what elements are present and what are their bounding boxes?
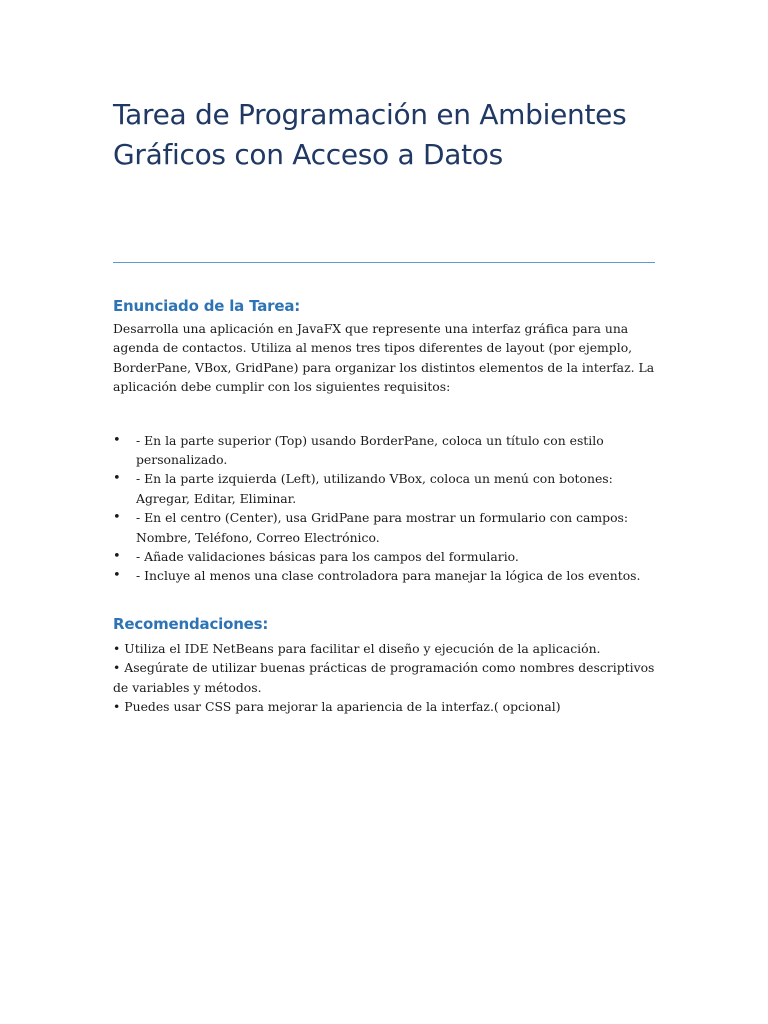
bullet-icon: • (113, 568, 121, 584)
bullet-icon: • (113, 510, 121, 526)
list-item-text: - Añade validaciones básicas para los campos del formulario. (136, 549, 519, 565)
intro-paragraph: Desarrolla una aplicación en JavaFX que represente una interfaz gráfica para una agenda de contactos. Utiliza al menos tres tipos diferentes de layout (por ejemplo, BorderPane, VBox, GridPane) para organizar los distintos elementos de la interfaz. La aplicación debe cumplir con los siguientes requisitos: (113, 321, 655, 395)
section-enunciado (113, 295, 658, 586)
list-item-text: - En el centro (Center), usa GridPane para mostrar un formulario con campos: Nombre, Teléfono, Correo Electrónico. (136, 510, 629, 545)
recommendation-item: • Asegúrate de utilizar buenas prácticas de programación como nombres descriptivos de variables y métodos. (113, 660, 655, 695)
list-item (113, 431, 658, 470)
bullet-icon: • (113, 471, 121, 487)
list-item (113, 547, 658, 566)
list-item-text: - En la parte superior (Top) usando BorderPane, coloca un título con estilo personalizado. (136, 432, 604, 468)
bullet-icon: • (113, 432, 121, 448)
document-title: Tarea de Programación en Ambientes Gráficos con Acceso a Datos (113, 98, 627, 171)
list-item (113, 508, 658, 547)
list-item (113, 566, 658, 585)
bullet-icon: • (113, 549, 121, 565)
recommendations-list (113, 639, 658, 717)
section-heading-recomendaciones: Recomendaciones: (113, 615, 269, 633)
recommendation-item: • Utiliza el IDE NetBeans para facilitar el diseño y ejecución de la aplicación. (113, 641, 601, 656)
title-divider (113, 262, 655, 263)
section-recomendaciones (113, 613, 658, 717)
list-item (113, 469, 658, 508)
list-item-text: - En la parte izquierda (Left), utilizando VBox, coloca un menú con botones: Agregar, Editar, Eliminar. (136, 471, 613, 506)
list-item-text: - Incluye al menos una clase controladora para manejar la lógica de los eventos. (136, 568, 641, 584)
section-heading-enunciado: Enunciado de la Tarea: (113, 297, 301, 315)
requirements-list (113, 431, 658, 586)
recommendation-item: • Puedes usar CSS para mejorar la apariencia de la interfaz.( opcional) (113, 699, 561, 715)
